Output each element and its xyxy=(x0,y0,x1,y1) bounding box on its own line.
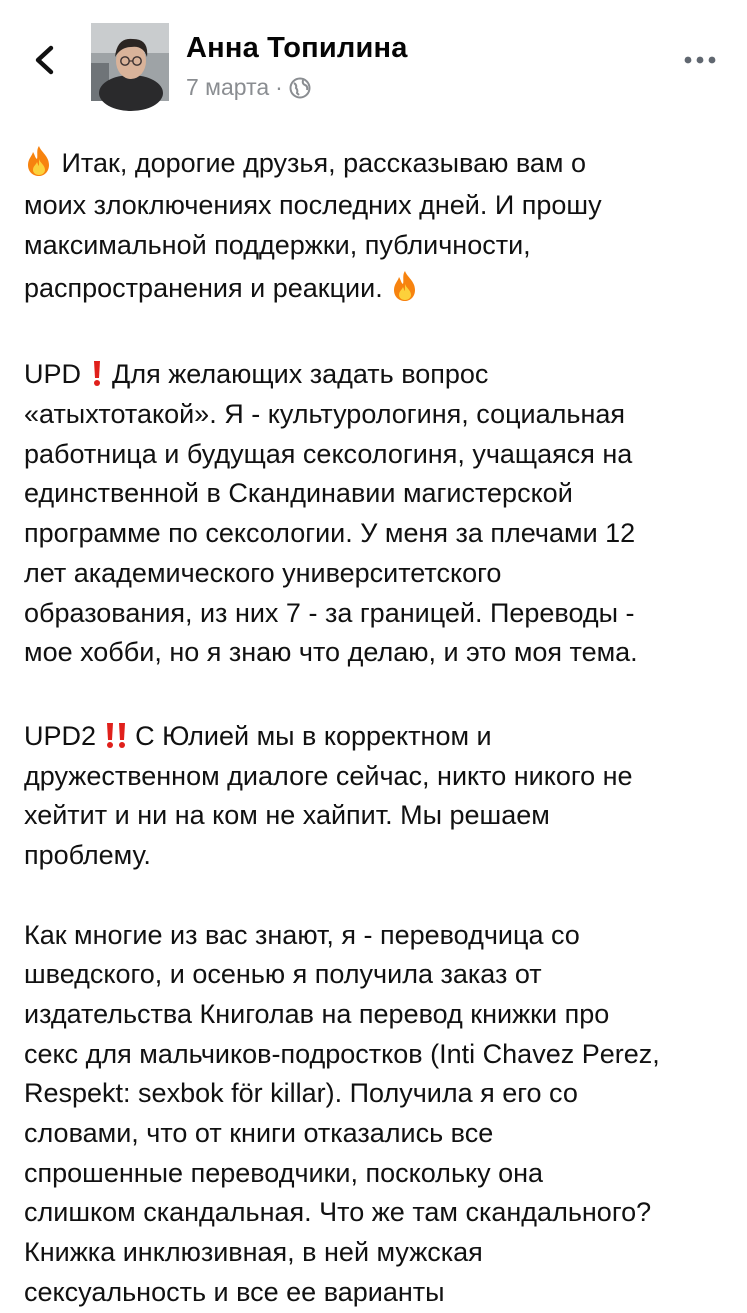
text-line: «атыхтотакой». Я - культурологиня, социальная xyxy=(24,399,626,430)
post-header xyxy=(0,0,747,120)
text-line: секс для мальчиков-подростков (Inti Chavez Perez, xyxy=(24,1038,660,1069)
globe-icon xyxy=(289,77,311,99)
paragraph-gap xyxy=(24,876,736,916)
text-line: работница и будущая сексологиня, учащаяся на xyxy=(24,438,633,469)
text-line: моих злоключениях последних дней. И прошу xyxy=(24,190,602,220)
text-line: мое хобби, но я знаю что делаю, и это моя тема. xyxy=(24,637,638,668)
text-line: образования, из них 7 - за границей. Переводы - xyxy=(24,597,635,628)
paragraph-intro xyxy=(24,140,736,311)
fire-emoji-icon xyxy=(390,270,420,302)
text-line: спрошенные переводчики, поскольку она xyxy=(24,1157,544,1188)
text-line xyxy=(24,265,736,311)
text-line: сексуальность и все ее варианты xyxy=(24,1276,445,1307)
text-line xyxy=(24,717,736,757)
paragraph-gap xyxy=(24,311,736,355)
author-name[interactable]: Анна Топилина xyxy=(186,32,408,64)
text-line-content: Итак, дорогие друзья, рассказываю вам о xyxy=(61,148,586,178)
text-line-content: С Юлией мы в корректном и xyxy=(135,720,492,751)
text-line xyxy=(24,140,736,186)
meta-separator: · xyxy=(275,74,283,100)
upd2-label: UPD2 xyxy=(24,720,97,751)
text-line-content: Для желающих задать вопрос xyxy=(112,359,489,390)
avatar[interactable] xyxy=(91,23,169,101)
text-line: программе по сексологии. У меня за плечами 12 xyxy=(24,518,636,549)
paragraph-upd xyxy=(24,355,736,673)
post-date[interactable]: 7 марта xyxy=(186,74,270,100)
text-line: лет академического университетского xyxy=(24,557,502,588)
text-line: проблему. xyxy=(24,839,151,870)
text-line: Как многие из вас знают, я - переводчица со xyxy=(24,919,580,950)
back-button[interactable] xyxy=(26,40,66,80)
red-double-exclamation-icon xyxy=(104,720,128,750)
post-text xyxy=(24,140,736,1313)
fire-emoji-icon xyxy=(24,145,54,177)
avatar-photo xyxy=(91,23,169,101)
text-line: слишком скандальная. Что же там скандального? xyxy=(24,1197,652,1228)
text-line: дружественном диалоге сейчас, никто никого не xyxy=(24,760,633,791)
chevron-left-icon xyxy=(26,40,66,80)
more-options-button[interactable] xyxy=(680,50,720,70)
paragraph-story xyxy=(24,916,736,1313)
text-line: единственной в Скандинавии магистерской xyxy=(24,478,573,509)
text-line: издательства Книголав на перевод книжки про xyxy=(24,999,610,1029)
text-line: Книжка инклюзивная, в ней мужская xyxy=(24,1237,483,1268)
post-meta xyxy=(186,74,311,101)
text-line: словами, что от книги отказались все xyxy=(24,1118,494,1149)
upd-label: UPD xyxy=(24,359,82,390)
paragraph-gap xyxy=(24,673,736,717)
text-line xyxy=(24,355,736,395)
text-line: максимальной поддержки, публичности, xyxy=(24,229,531,260)
text-line-content: распространения и реакции. xyxy=(24,273,383,304)
red-exclamation-icon xyxy=(89,358,105,388)
text-line: шведского, и осенью я получила заказ от xyxy=(24,959,542,990)
paragraph-upd2 xyxy=(24,717,736,876)
text-line: хейтит и ни на ком не хайпит. Мы решаем xyxy=(24,800,550,831)
text-line: Respekt: sexbok för killar). Получила я его со xyxy=(24,1078,578,1109)
more-horizontal-icon xyxy=(680,50,720,70)
